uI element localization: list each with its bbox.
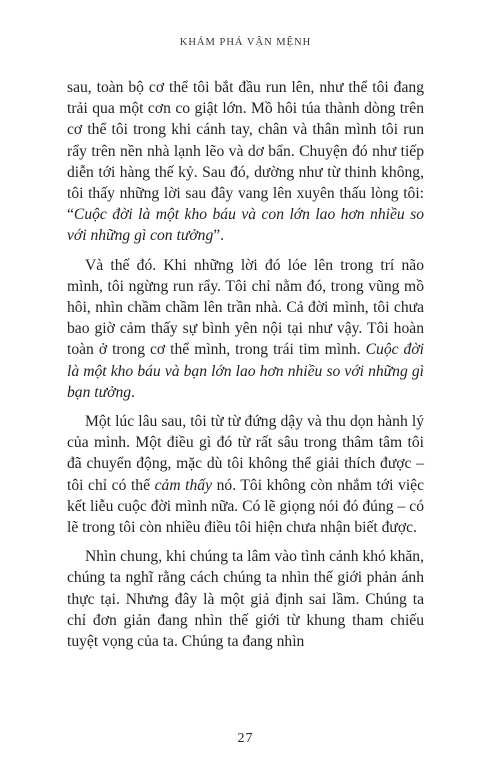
text-run: ”. (213, 227, 225, 245)
text-run: . (131, 383, 135, 401)
italic-quote: cảm thấy (154, 476, 213, 494)
page-number: 27 (237, 731, 254, 746)
paragraph (67, 255, 424, 403)
text-run: sau, toàn bộ cơ thể tôi bắt đầu run lên, như thể tôi đang trải qua một cơn co giật lớn. Mồ hôi túa thành dòng trên cơ thể tôi trong khi cánh tay, chân và thân mình tôi run rẩy trên nền nhà lạnh lẽo và dơ bẩn. Chuyện đó như tiếp diễn tới hàng thế kỷ. Sau đó, dường như từ thinh không, tôi thấy những lời sau đây vang lên xuyên thấu lòng tôi: “ (67, 79, 424, 224)
italic-quote: Cuộc đời là một kho báu và con lớn lao hơn nhiều so với những gì con tưởng (67, 206, 424, 245)
paragraph (67, 77, 424, 247)
text-run: Một lúc lâu sau, tôi từ từ đứng dậy và thu dọn hành lý của mình. Một điều gì đó từ rất sâu trong thâm tâm tôi đã chuyển động, mặc dù tôi không thể giải thích được – tôi chỉ có thể (67, 413, 424, 494)
running-head: KHÁM PHÁ VẬN MỆNH (179, 37, 312, 48)
text-run: Nhìn chung, khi chúng ta lâm vào tình cảnh khó khăn, chúng ta nghĩ rằng cách chúng ta nhìn thế giới phản ánh thực tại. Nhưng đây là một giả định sai lầm. Chúng ta chỉ đơn giản đang nhìn thế giới từ khung tham chiếu tuyệt vọng của ta. Chúng ta đang nhìn (67, 548, 424, 651)
paragraph (67, 411, 424, 538)
body-text (67, 77, 424, 660)
text-run: nó. Tôi không còn nhắm tới việc kết liễu cuộc đời mình nữa. Có lẽ giọng nói đó đúng – có lẽ trong tôi còn nhiều điều tôi hiện chưa nhận biết được. (67, 476, 424, 537)
italic-quote: Cuộc đời là một kho báu và bạn lớn lao hơn nhiều so với những gì bạn tưởng (67, 341, 424, 401)
text-run: Và thế đó. Khi những lời đó lóe lên trong trí não mình, tôi ngừng run rẩy. Tôi chỉ nằm đó, trong vũng mồ hôi, nhìn chầm chầm lên trần nhà. Cả đời mình, tôi chưa bao giờ cảm thấy sự bình yên nội tại như vậy. Tôi hoàn toàn ở trong cơ thể mình, trong trái tim mình. (67, 256, 424, 359)
paragraph (67, 546, 424, 652)
